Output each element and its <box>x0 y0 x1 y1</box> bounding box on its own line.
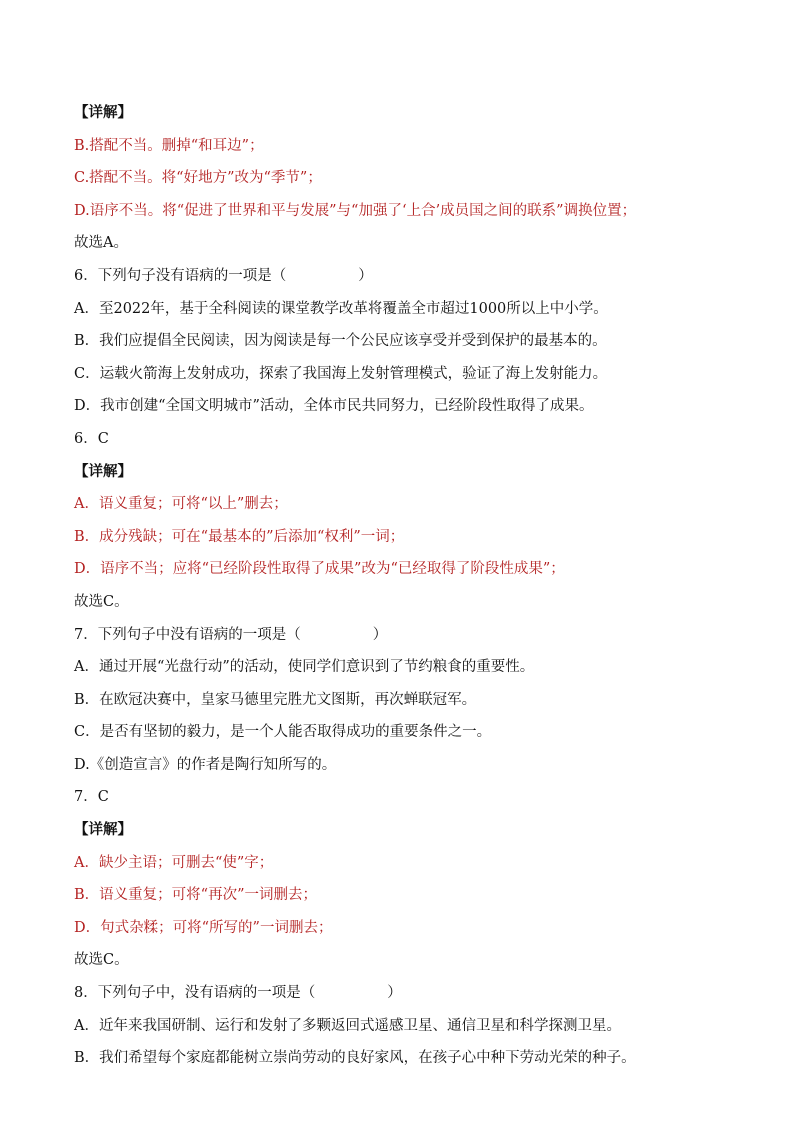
q5-analysis-line-c: C.搭配不当。将“好地方”改为“季节”； <box>74 170 322 187</box>
q7-stem-suffix: ） <box>372 626 388 643</box>
q8-option-a: A．近年来我国研制、运行和发射了多颗返回式遥感卫星、通信卫星和科学探测卫星。 <box>74 1017 621 1034</box>
q8-stem-suffix: ） <box>387 985 402 1002</box>
q6-analysis-line-b: B．成分残缺；可在“最基本的”后添加“权利”一词； <box>74 528 405 545</box>
q6-analysis-line-d: D．语序不当；应将“已经阶段性取得了成果”改为“已经取得了阶段性成果”； <box>74 561 565 578</box>
q7-option-b: B．在欧冠决赛中，皇家马德里完胜尤文图斯，再次蝉联冠军。 <box>74 691 477 708</box>
q6-conclusion: 故选C。 <box>74 593 129 610</box>
q8-option-b: B．我们希望每个家庭都能树立崇尚劳动的良好家风，在孩子心中种下劳动光荣的种子。 <box>74 1050 636 1067</box>
q7-analysis-line-d: D．句式杂糅；可将“所写的”一词删去； <box>74 919 333 936</box>
q7-option-a: A．通过开展“光盘行动”的活动，使同学们意识到了节约粮食的重要性。 <box>74 659 535 676</box>
q7-conclusion: 故选C。 <box>74 952 129 969</box>
q8-stem-prefix: 8．下列句子中，没有语病的一项是（ <box>74 985 316 1002</box>
q5-analysis-line-d: D.语序不当。将“促进了世界和平与发展”与“加强了‘上合’成员国之间的联系”调换位置； <box>74 202 637 219</box>
q5-conclusion: 故选A。 <box>74 235 128 252</box>
q6-analysis-heading: 【详解】 <box>74 462 132 480</box>
q6-stem-suffix: ） <box>358 267 373 284</box>
document-content <box>74 97 754 1075</box>
q7-answer: 7．C <box>74 789 109 806</box>
q6-option-d: D．我市创建“全国文明城市”活动，全体市民共同努力，已经阶段性取得了成果。 <box>74 398 594 415</box>
q6-analysis-line-a: A．语义重复；可将“以上”删去； <box>74 496 288 513</box>
q6-answer: 6．C <box>74 430 109 447</box>
q8-stem <box>74 977 754 1010</box>
q5-analysis-heading: 【详解】 <box>74 104 132 121</box>
q6-option-b: B．我们应提倡全民阅读，因为阅读是每一个公民应该享受并受到保护的最基本的。 <box>74 333 607 350</box>
q7-option-d: D.《创造宣言》的作者是陶行知所写的。 <box>74 756 337 773</box>
q6-stem <box>74 260 754 293</box>
q5-analysis-line-b: B.搭配不当。删掉“和耳边”； <box>74 137 264 154</box>
q7-stem-prefix: 7．下列句子中没有语病的一项是（ <box>74 626 301 643</box>
q7-analysis-heading: 【详解】 <box>74 821 132 839</box>
q7-option-c: C．是否有坚韧的毅力，是一个人能否取得成功的重要条件之一。 <box>74 724 492 741</box>
q6-stem-prefix: 6．下列句子没有语病的一项是（ <box>74 267 287 284</box>
q7-stem <box>74 619 754 652</box>
q6-option-c: C．运载火箭海上发射成功，探索了我国海上发射管理模式，验证了海上发射能力。 <box>74 365 608 382</box>
q7-analysis-line-b: B．语义重复；可将“再次”一词删去； <box>74 887 317 904</box>
q6-option-a: A．至2022年，基于全科阅读的课堂教学改革将覆盖全市超过1000所以上中小学。 <box>74 300 608 317</box>
q7-analysis-line-a: A．缺少主语；可删去“使”字； <box>74 854 274 871</box>
